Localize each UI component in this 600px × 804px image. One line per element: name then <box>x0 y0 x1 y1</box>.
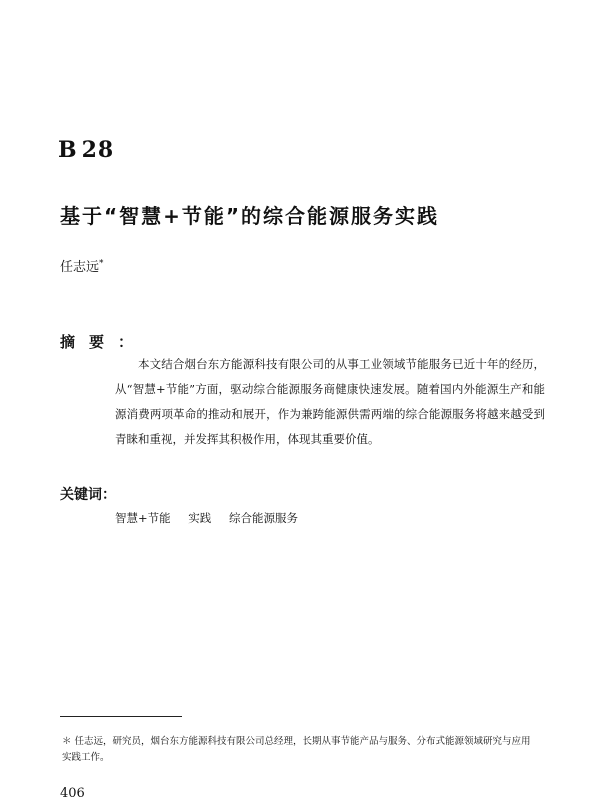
author-name: 任志远 <box>60 260 100 275</box>
author <box>60 256 104 275</box>
footnote-divider <box>60 716 182 717</box>
article-title: 基于“智慧+节能”的综合能源服务实践 <box>60 204 440 228</box>
keyword: 综合能源服务 <box>228 511 298 525</box>
abstract-label: 摘要： <box>60 333 148 351</box>
report-badge: B <box>58 137 78 163</box>
keywords-label: 关键词： <box>60 487 116 503</box>
abstract-body: 本文结合烟台东方能源科技有限公司的从事工业领域节能服务已近十年的经历，从“智慧+节能”方面，驱动综合能源服务商健康快速发展。随着国内外能源生产和能源消费两项革命的推动和展开，作为兼跨能源供需两端的综合能源服务将越来越受到青睐和重视，并发挥其积极作用，体现其重要价值。 <box>115 357 545 446</box>
keyword: 实践 <box>188 511 212 525</box>
page-number: 406 <box>60 786 85 801</box>
keywords-list <box>115 510 312 526</box>
footnote: ＊ 任志远，研究员，烟台东方能源科技有限公司总经理，长期从事节能产品与服务、分布式能源领域研究与应用实践工作。 <box>62 736 531 763</box>
keyword: 智慧+节能 <box>115 511 171 525</box>
report-number-value: 28 <box>81 137 115 163</box>
report-number <box>58 137 114 163</box>
author-footnote-mark: * <box>99 258 104 269</box>
